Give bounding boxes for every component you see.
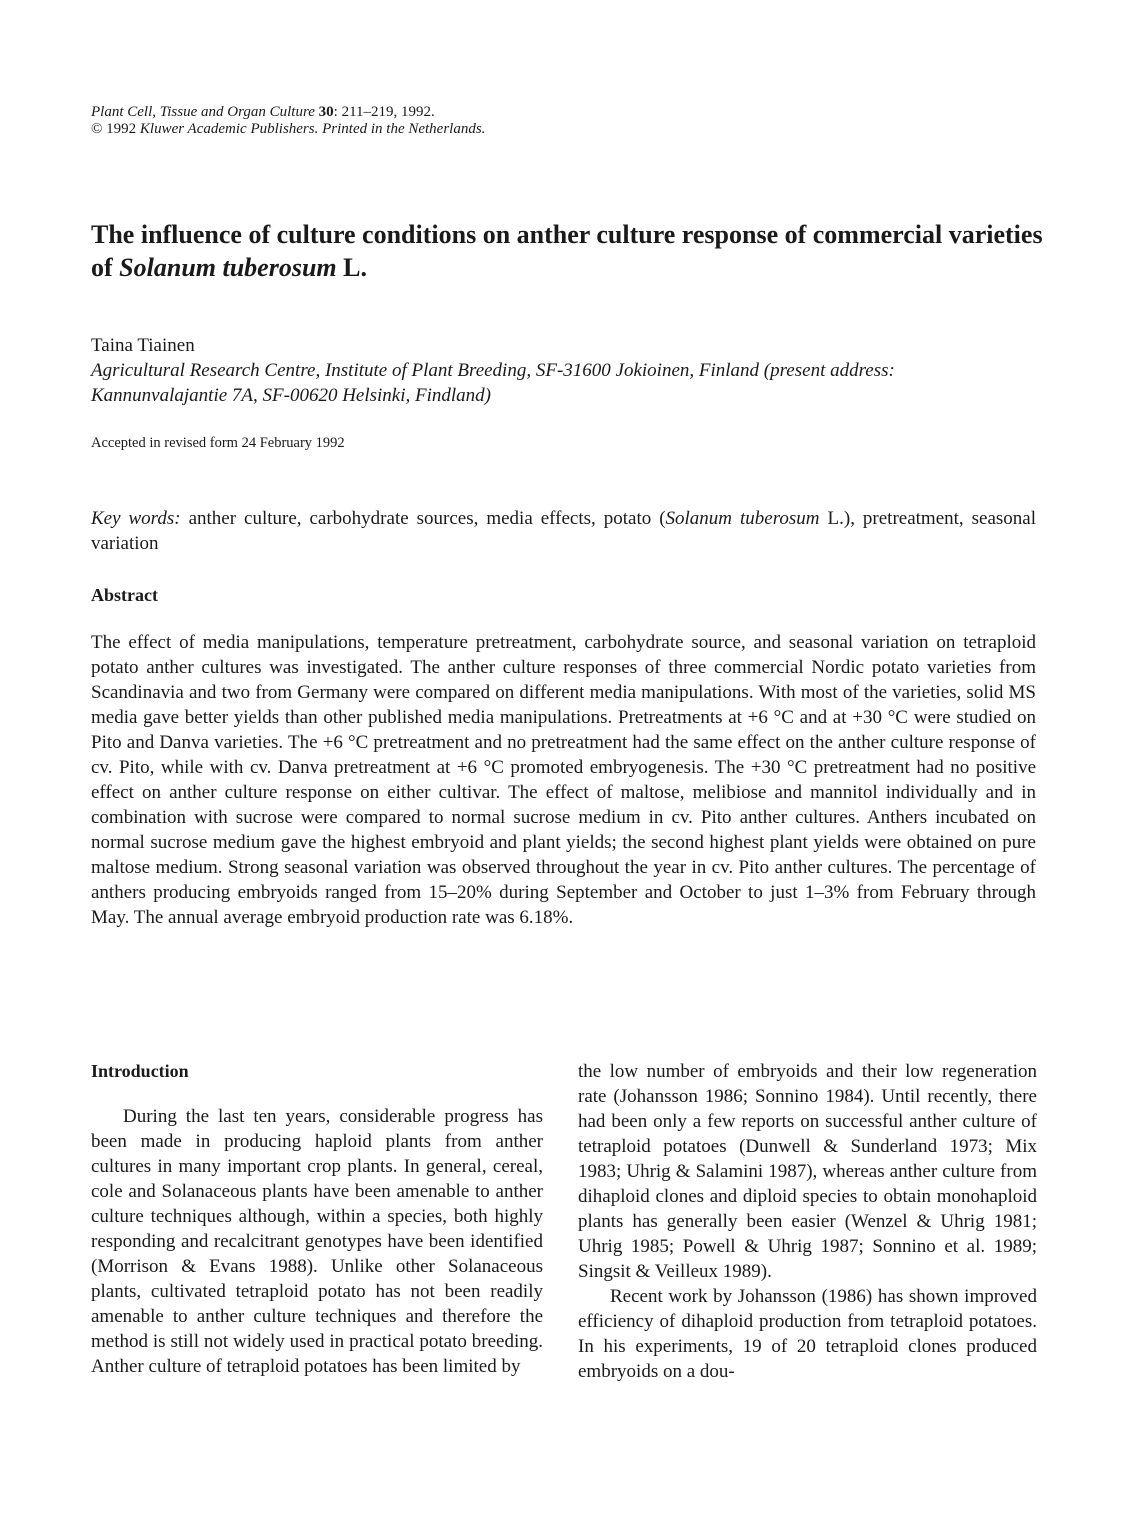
copyright-year: 1992	[106, 121, 137, 137]
title-suffix: L.	[343, 253, 367, 282]
title-species: Solanum tuberosum	[119, 253, 337, 282]
keywords-text-2: L.), pretreatment, seasonal variation	[91, 508, 1037, 554]
right-column	[578, 1059, 1037, 1384]
affiliation-line-2: Kannunvalajantie 7A, SF-00620 Helsinki, Findland)	[91, 385, 492, 406]
article-title	[91, 218, 1051, 284]
copyright-symbol: ©	[91, 121, 103, 137]
keywords-species: Solanum tuberosum	[665, 508, 820, 529]
copyright-line	[91, 121, 485, 138]
introduction-paragraph-1: During the last ten years, considerable progress has been made in producing haploid plants from anther cultures in many important crop plants. In general, cereal, cole and Solanaceous plants have been amenable to anther culture techniques although, within a species, both highly responding and recalcitrant genotypes have been identified (Morrison & Evans 1988). Unlike other Solanaceous plants, cultivated tetraploid potato has not been readily amenable to anther culture techniques and therefore the method is still not widely used in practical potato breeding. Anther culture of tetraploid potatoes has been limited by	[91, 1106, 543, 1377]
keywords	[91, 506, 1036, 556]
keywords-label: Key words:	[91, 508, 181, 529]
accepted-date: Accepted in revised form 24 February 1992	[91, 435, 345, 451]
journal-pages-year: : 211–219, 1992.	[333, 104, 435, 120]
abstract-text: The effect of media manipulations, temperature pretreatment, carbohydrate source, and seasonal variation on tetraploid potato anther cultures was investigated. The anther culture responses of three commercial Nordic potato varieties from Scandinavia and two from Germany were compared on different media manipulations. With most of the varieties, solid MS media gave better yields than other published media manipulations. Pretreatments at +6 °C and at +30 °C were studied on Pito and Danva varieties. The +6 °C pretreatment and no pretreatment had the same effect on the anther culture response of cv. Pito, while with cv. Danva pretreatment at +6 °C promoted embryogenesis. The +30 °C pretreatment had no positive effect on anther culture response on either cultivar. The effect of maltose, melibiose and mannitol individually and in combination with sucrose were compared to normal sucrose medium in cv. Pito anther cultures. Anthers incubated on normal sucrose medium gave the highest embryoid and plant yields; the second highest plant yields were obtained on pure maltose medium. Strong seasonal variation was observed throughout the year in cv. Pito anther cultures. The percentage of anthers producing embryoids ranged from 15–20% during September and October to just 1–3% from February through May. The annual average embryoid production rate was 6.18%.	[91, 632, 1036, 928]
title-main: The influence of culture conditions on anther culture response of commercial varieties of	[91, 220, 1043, 282]
author-name: Taina Tiainen	[91, 335, 195, 356]
affiliation-line-1: Agricultural Research Centre, Institute of Plant Breeding, SF-31600 Jokioinen, Finland (present address:	[91, 360, 895, 381]
introduction-paragraph-1-continued: the low number of embryoids and their low regeneration rate (Johansson 1986; Sonnino 1984). Until recently, there had been only a few reports on successful anther culture of tetraploid potatoes (Dunwell & Sunderland 1973; Mix 1983; Uhrig & Salamini 1987), whereas anther culture from dihaploid clones and diploid species to obtain monohaploid plants has generally been easier (Wenzel & Uhrig 1981; Uhrig 1985; Powell & Uhrig 1987; Sonnino et al. 1989; Singsit & Veilleux 1989).	[578, 1061, 1037, 1282]
publisher-line: Kluwer Academic Publishers. Printed in the Netherlands.	[139, 121, 486, 137]
author-affiliation	[91, 358, 1051, 408]
journal-header	[91, 104, 485, 138]
journal-volume: 30	[318, 104, 334, 120]
introduction-heading: Introduction	[91, 1061, 189, 1081]
abstract-heading: Abstract	[91, 585, 158, 605]
keywords-text-1: anther culture, carbohydrate sources, media effects, potato (	[188, 508, 666, 529]
journal-name: Plant Cell, Tissue and Organ Culture	[91, 104, 315, 120]
journal-citation	[91, 104, 485, 121]
left-column	[91, 1060, 543, 1379]
introduction-paragraph-2: Recent work by Johansson (1986) has shown improved efficiency of dihaploid production from tetraploid potatoes. In his experiments, 19 of 20 tetraploid clones produced embryoids on a dou-	[578, 1286, 1037, 1382]
